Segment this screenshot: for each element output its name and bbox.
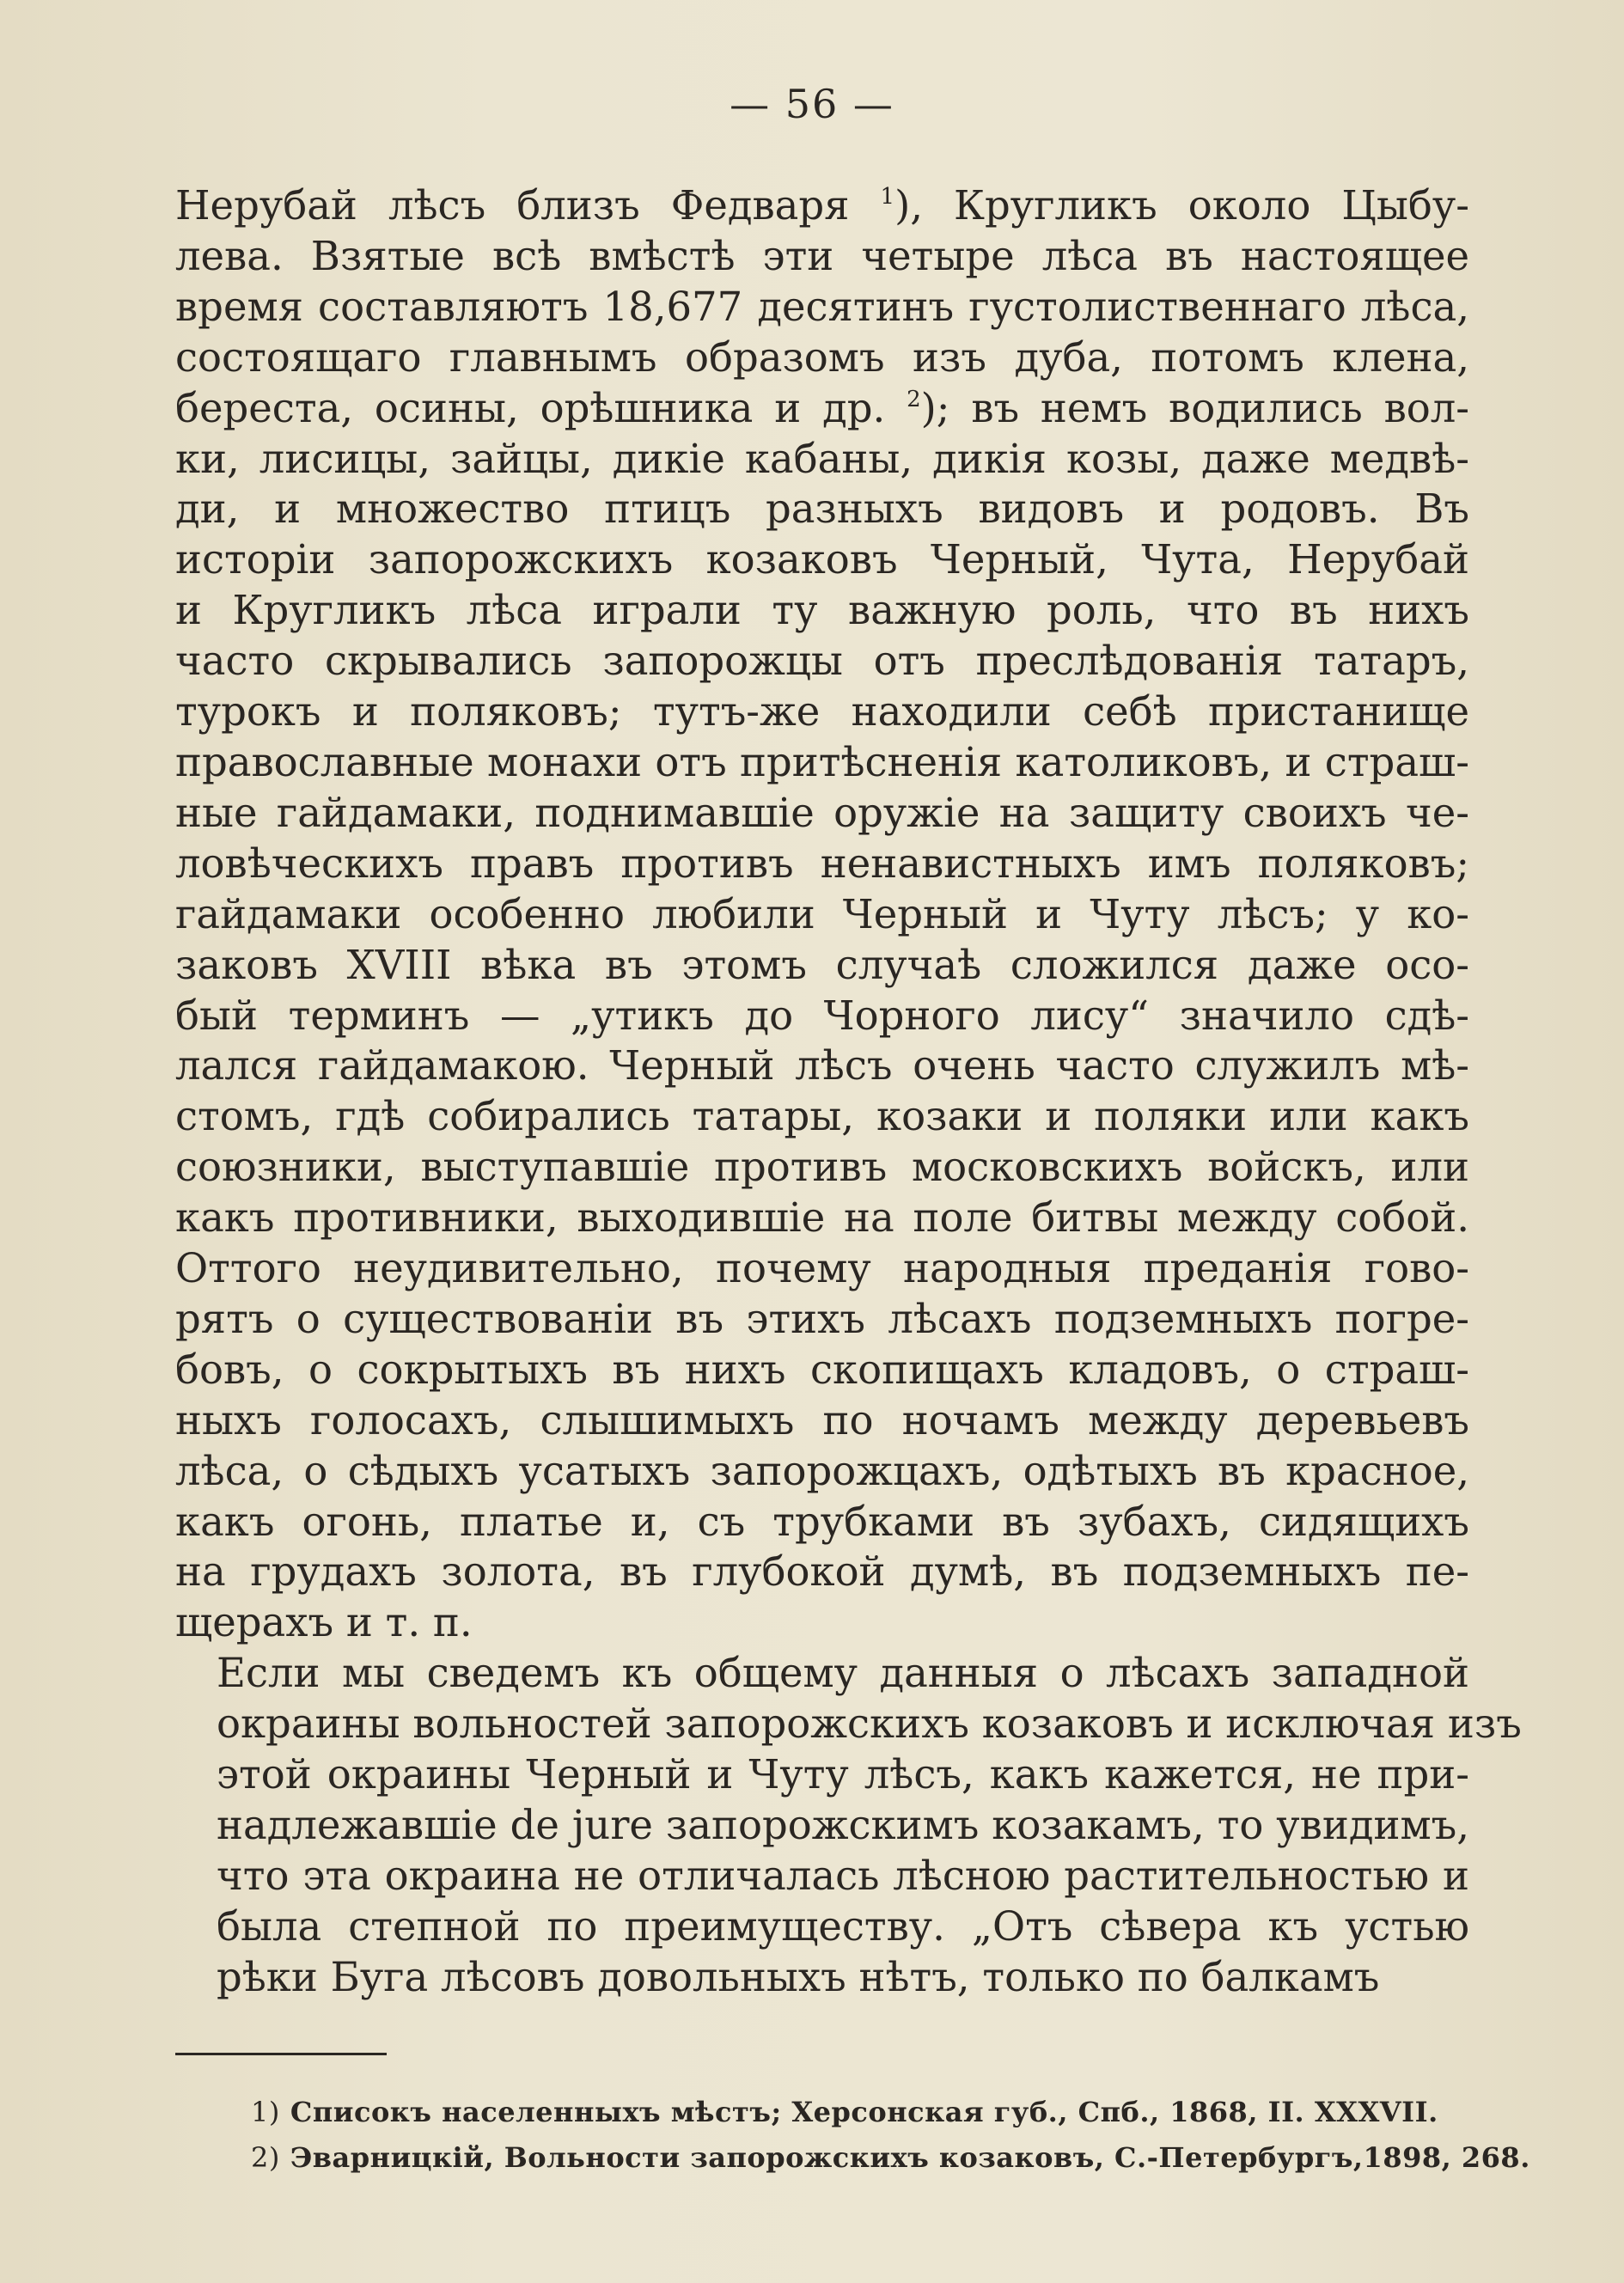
footnote-ref[interactable]: 2	[907, 386, 921, 412]
text-line: часто скрывались запорожцы отъ преслѣдованія татаръ,	[175, 638, 1469, 685]
text-line: какъ огонь, платье и, съ трубками въ зубахъ, сидящихъ	[175, 1498, 1469, 1545]
paragraph-1	[175, 180, 1469, 1648]
body-text	[175, 180, 1522, 2003]
text-line: и Кругликъ лѣса играли ту важную роль, что въ нихъ	[175, 587, 1469, 634]
text-line: стомъ, гдѣ собирались татары, козаки и поляки или какъ	[175, 1093, 1469, 1140]
text-line: была степной по преимуществу. „Отъ сѣвера къ устью	[217, 1902, 1469, 1950]
text-line: рѣки Буга лѣсовъ довольныхъ нѣтъ, только по балкамъ	[217, 1953, 1380, 2000]
text-line: исторіи запорожскихъ козаковъ Черный, Чута, Нерубай	[175, 536, 1469, 583]
text-line: окраины вольностей запорожскихъ козаковъ и исключая изъ	[217, 1700, 1522, 1748]
text-line: бовъ, о сокрытыхъ въ нихъ скопищахъ кладовъ, о страш-	[175, 1346, 1469, 1393]
text-line: заковъ XVIII вѣка въ этомъ случаѣ сложился даже осо-	[175, 941, 1469, 988]
text-line: щерахъ и т. п.	[175, 1599, 473, 1646]
text-line: бый терминъ — „утикъ до Чорного лису“ значило сдѣ-	[175, 992, 1469, 1039]
footnote-2	[251, 2135, 1530, 2181]
text-line: ные гайдамаки, поднимавшіе оружіе на защиту своихъ че-	[175, 789, 1469, 836]
text-line: лѣса, о сѣдыхъ усатыхъ запорожцахъ, одѣтыхъ въ красное,	[175, 1447, 1469, 1494]
text-line: турокъ и поляковъ; тутъ-же находили себѣ пристанище	[175, 688, 1469, 736]
text-line: союзники, выступавшіе противъ московскихъ войскъ, или	[175, 1144, 1469, 1191]
text-line: ныхъ голосахъ, слышимыхъ по ночамъ между деревьевъ	[175, 1396, 1469, 1444]
text-line: ки, лисицы, зайцы, дикіе кабаны, дикія козы, даже медвѣ-	[175, 435, 1469, 482]
footnote-text: Эварницкій, Вольности запорожскихъ козаковъ, С.-Петербургъ,1898, 268.	[290, 2141, 1530, 2174]
text-line: лева. Взятые всѣ вмѣстѣ эти четыре лѣса въ настоящее	[175, 232, 1469, 279]
page-number: — 56 —	[730, 81, 894, 127]
text-line: время составляютъ 18,677 десятинъ густолиственнаго лѣса,	[175, 283, 1469, 330]
text-line: Оттого неудивительно, почему народныя преданія гово-	[175, 1245, 1469, 1292]
footnotes	[251, 2090, 1530, 2181]
paragraph-2	[175, 1648, 1522, 2002]
text-line: состоящаго главнымъ образомъ изъ дуба, потомъ клена,	[175, 333, 1469, 381]
text-line: ловѣческихъ правъ противъ ненавистныхъ имъ поляковъ;	[175, 839, 1469, 887]
footnote-mark: 2)	[251, 2141, 280, 2174]
text-line: ди, и множество птицъ разныхъ видовъ и родовъ. Въ	[175, 485, 1469, 533]
text-line: Если мы сведемъ къ общему данныя о лѣсахъ западной	[217, 1650, 1469, 1697]
text-line: какъ противники, выходившіе на поле битвы между собой.	[175, 1194, 1469, 1242]
footnote-text: Списокъ населенныхъ мѣстъ; Херсонская губ., Спб., 1868, II. XXXVII.	[290, 2096, 1438, 2128]
text-line: гайдамаки особенно любили Черный и Чуту лѣсъ; у ко-	[175, 890, 1469, 937]
text-line: рятъ о существованіи въ этихъ лѣсахъ подземныхъ погре-	[175, 1295, 1469, 1342]
text-line: Нерубай лѣсъ близъ Федваря $^1$), Кругликъ около Цыбу-	[175, 182, 1470, 229]
text-line: береста, осины, орѣшника и др. $^2$); въ немъ водились вол-	[175, 384, 1470, 431]
footnote-1	[251, 2090, 1471, 2135]
text-line: надлежавшіе de jure запорожскимъ козакамъ, то увидимъ,	[217, 1802, 1469, 1848]
text-line: православные монахи отъ притѣсненія католиковъ, и страш-	[175, 738, 1469, 785]
footnote-ref[interactable]: 1	[880, 184, 895, 210]
text-line: на грудахъ золота, въ глубокой думѣ, въ подземныхъ пе-	[175, 1548, 1469, 1596]
text-line: лался гайдамакою. Черный лѣсъ очень часто служилъ мѣ-	[175, 1042, 1469, 1090]
text-line: этой окраины Черный и Чуту лѣсъ, какъ кажется, не при-	[217, 1751, 1469, 1798]
footnote-mark: 1)	[251, 2096, 280, 2128]
text-line: что эта окраина не отличалась лѣсною растительностью и	[217, 1852, 1469, 1899]
footnote-rule	[175, 2053, 387, 2055]
